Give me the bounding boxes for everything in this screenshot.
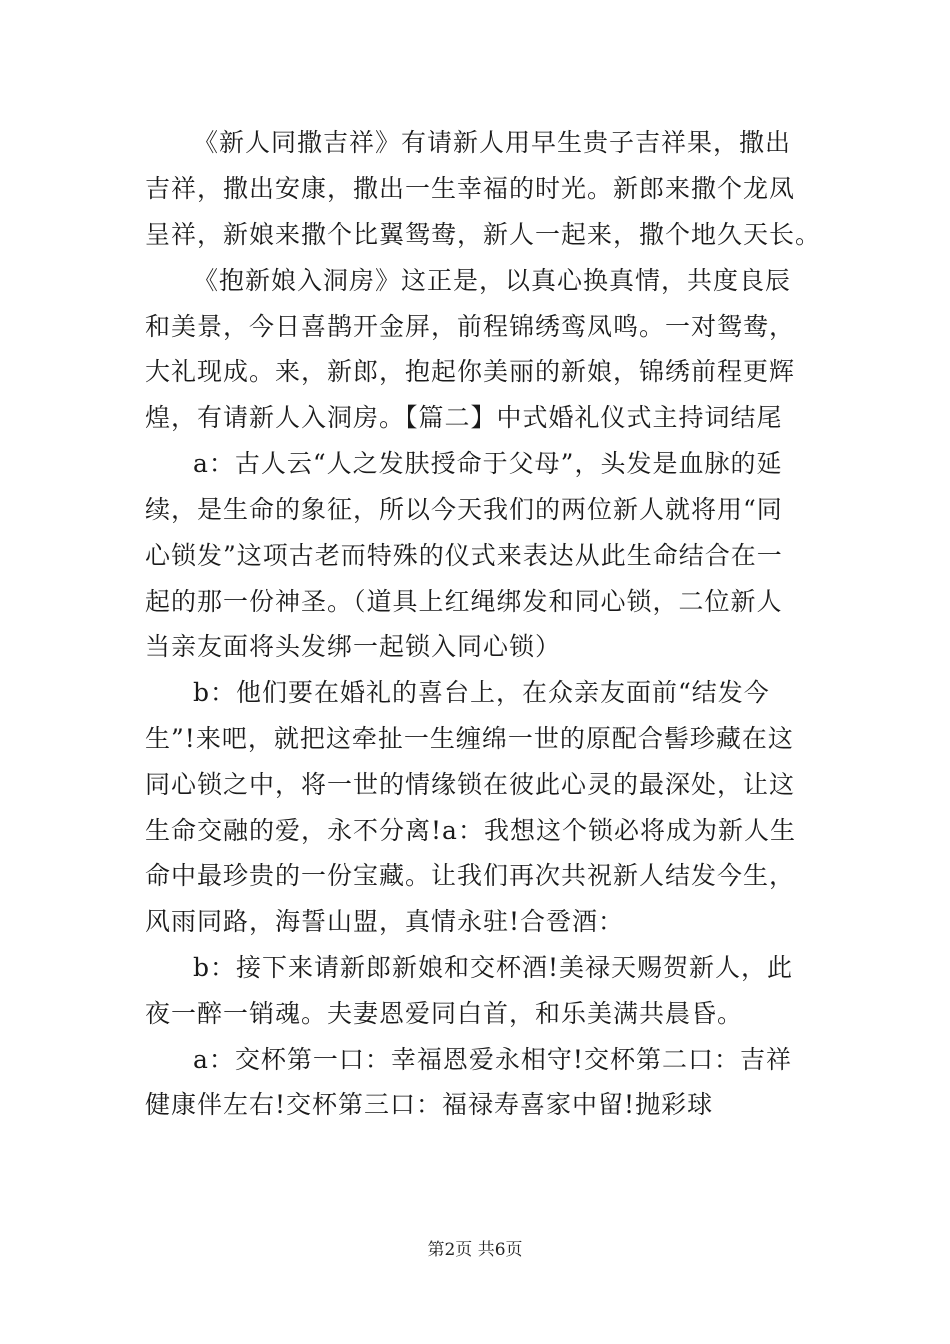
text-line: 起的那一份神圣。（道具上红绳绑发和同心锁，二位新人 xyxy=(145,587,783,616)
text-line: 风雨同路，海誓山盟，真情永驻!合卺酒： xyxy=(145,907,625,936)
text-line: 生”!来吧，就把这牵扯一生缠绵一世的原配合髻珍藏在这 xyxy=(145,724,794,753)
text-line: 《抱新娘入洞房》这正是，以真心换真情，共度良辰 xyxy=(193,266,792,295)
text-line: b：他们要在婚礼的喜台上，在众亲友面前“结发今 xyxy=(193,678,770,707)
text-line: 生命交融的爱，永不分离!a：我想这个锁必将成为新人生 xyxy=(145,816,796,845)
text-line: 命中最珍贵的一份宝藏。让我们再次共祝新人结发今生， xyxy=(145,861,796,890)
text-line: 夜一醉一销魂。夫妻恩爱同白首，和乐美满共晨昏。 xyxy=(145,999,744,1028)
text-line: 吉祥，撒出安康，撒出一生幸福的时光。新郎来撒个龙凤 xyxy=(145,174,796,203)
text-line: b：接下来请新郎新娘和交杯酒!美禄天赐贺新人，此 xyxy=(193,953,794,982)
page-footer: 第2页 共6页 xyxy=(427,1240,523,1260)
text-line: 大礼现成。来，新郎，抱起你美丽的新娘，锦绣前程更辉 xyxy=(145,357,796,386)
text-line: 呈祥，新娘来撒个比翼鸳鸯，新人一起来，撒个地久天长。 xyxy=(145,220,822,249)
text-line: 和美景，今日喜鹊开金屏，前程锦绣鸾凤鸣。一对鸳鸯， xyxy=(145,312,796,341)
text-line: 当亲友面将头发绑一起锁入同心锁） xyxy=(145,632,562,661)
text-line: 心锁发”这项古老而特殊的仪式来表达从此生命结合在一 xyxy=(145,541,783,570)
text-line: 《新人同撒吉祥》有请新人用早生贵子吉祥果，撒出 xyxy=(193,128,792,157)
text-line: a：古人云“人之发肤授命于父母”，头发是血脉的延 xyxy=(193,449,783,478)
text-line: a：交杯第一口：幸福恩爱永相守!交杯第二口：吉祥 xyxy=(193,1045,792,1074)
text-line: 健康伴左右!交杯第三口：福禄寿喜家中留!抛彩球 xyxy=(145,1090,714,1119)
text-line: 续，是生命的象征，所以今天我们的两位新人就将用“同 xyxy=(145,495,783,524)
text-line: 同心锁之中，将一世的情缘锁在彼此心灵的最深处，让这 xyxy=(145,770,796,799)
text-line: 煌，有请新人入洞房。【篇二】中式婚礼仪式主持词结尾 xyxy=(145,403,783,432)
